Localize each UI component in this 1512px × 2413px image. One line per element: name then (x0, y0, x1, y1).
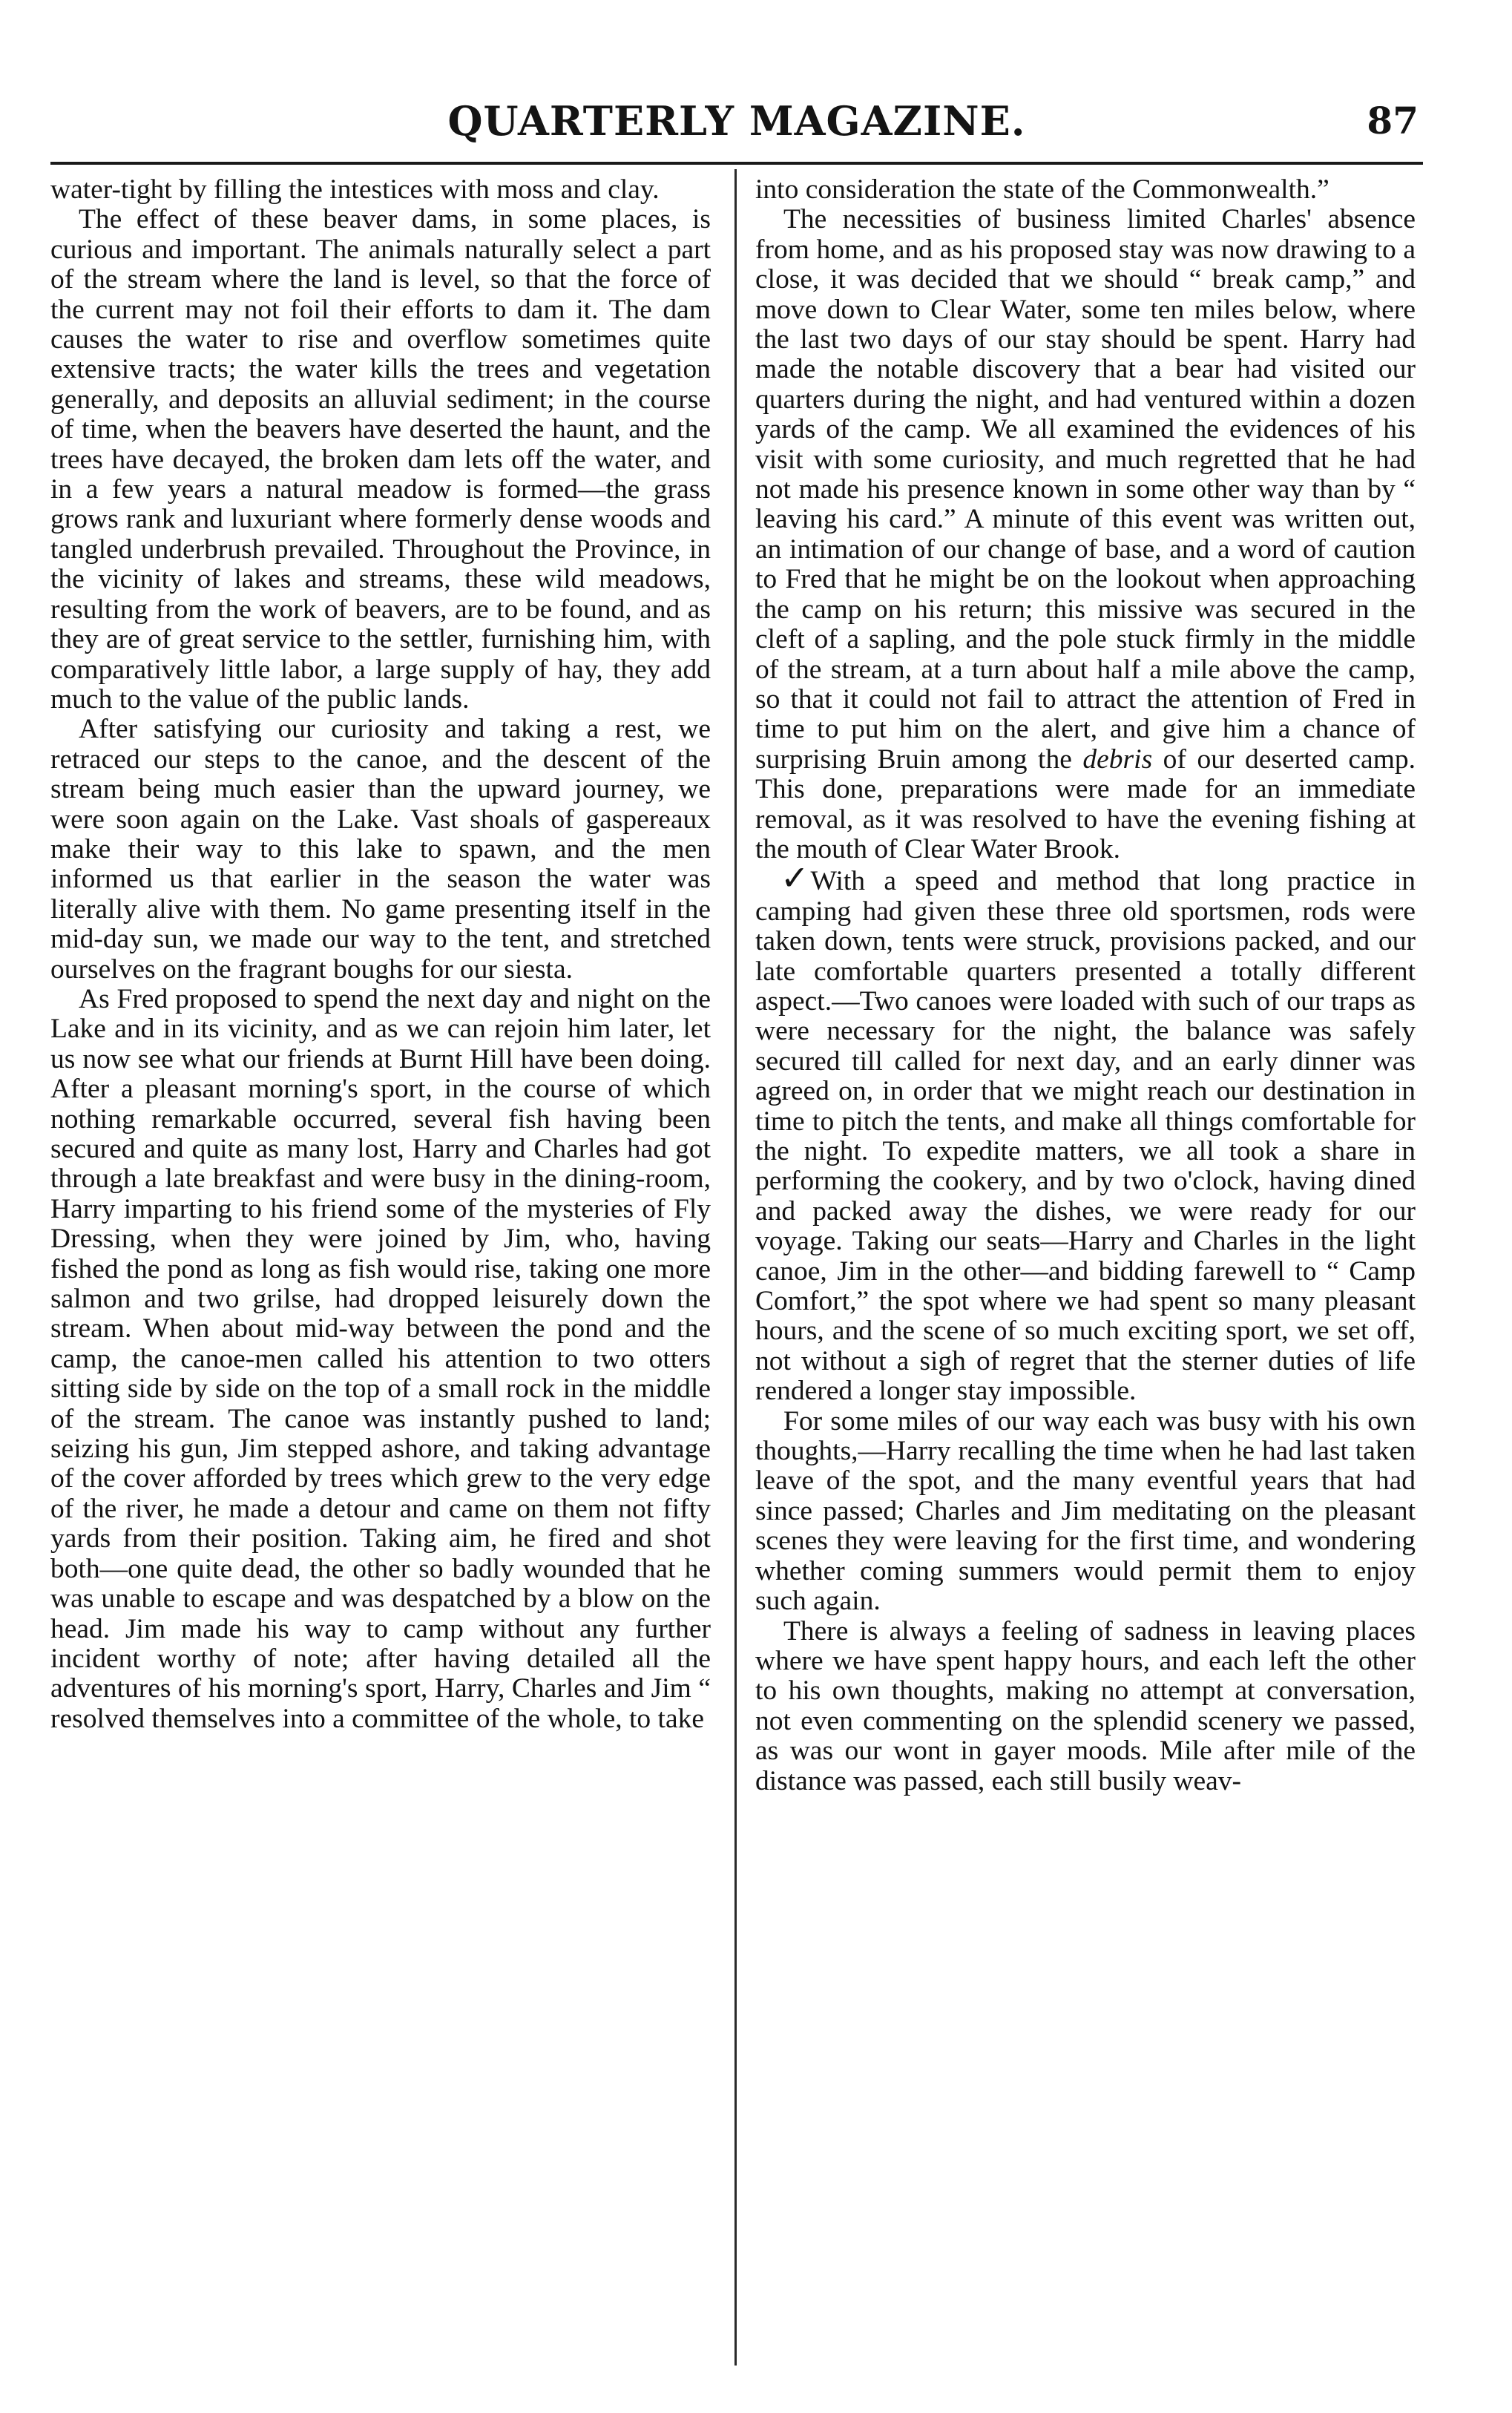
paragraph-text-after-italic: of our deserted camp. This done, preparations were made for an immediate removal, as it was resolved to have the evening fishing at the mouth of Clear Water Brook. (755, 743, 1416, 864)
magazine-page (50, 0, 1423, 2413)
paragraph-text: The necessities of business limited Charles' absence from home, and as his proposed stay was now drawing to a close, it was decided that we should “ break camp,” and move down to Clear Water, some ten miles below, where the last two days of our stay should be spent. Harry had made the notable discovery that a bear had visited our quarters during the night, and had ventured within a dozen yards of the camp. We all examined the evidences of his visit with some curiosity, and much regretted that he had not made his presence known in some other way than by “ leaving his card.” A minute of this event was written out, an intimation of our change of base, and a word of caution to Fred that he might be on the lookout when approaching the camp on his return; this missive was secured in the cleft of a sapling, and the pole stuck firmly in the middle of the stream, at a turn about half a mile above the camp, so that it could not fail to attract the attention of Fred in time to put him on the alert, and give him a chance of surprising Bruin among the (755, 204, 1416, 775)
header-rule (50, 162, 1423, 165)
paragraph-continued: water-tight by filling the intestices with moss and clay. (50, 174, 660, 205)
running-title: QUARTERLY MAGAZINE. (447, 97, 1026, 145)
left-column (50, 175, 711, 1734)
paragraph-with-italic (755, 205, 1416, 864)
column-divider (734, 169, 737, 2366)
page-number: 87 (1367, 99, 1419, 142)
paragraph: For some miles of our way each was busy with his own thoughts,—Harry recalling the time when he had last taken leave of the spot, and the many eventful years that had since passed; Charles and Jim meditating on the pleasant scenes they were leaving for the first time, and wondering whether coming summers would permit them to enjoy such again. (755, 1405, 1416, 1617)
paragraph: After satisfying our curiosity and taking a rest, we retraced our steps to the canoe, and the descent of the stream being much easier than the upward journey, we were soon again on the Lake. Vast shoals of gaspereaux make their way to this lake to spawn, and the men informed us that earlier in the season the water was literally alive with them. No game presenting itself in the mid-day sun, we made our way to the tent, and stretched ourselves on the fragrant boughs for our siesta. (50, 714, 711, 985)
paragraph-text: With a speed and method that long practice in camping had given these three old sportsmen, rods were taken down, tents were struck, provisions packed, and our late comfortable quarters presented a totally different aspect.—Two canoes were loaded with such of our traps as were necessary for the night, the balance was safely secured till called for next day, and an early dinner was agreed on, in order that we might reach our destination in time to pitch the tents, and make all things comfortable for the night. To expedite matters, we all took a share in performing the cookery, and by two o'clock, having dined and packed away the dishes, we were ready for our voyage. Taking our seats—Harry and Charles in the light canoe, Jim in the other—and bidding farewell to “ Camp Comfort,” the spot where we had spent so many pleasant hours, and the scene of so much exciting sport, we set off, not without a sigh of regret that the sterner duties of life rendered a longer stay impossible. (755, 866, 1416, 1407)
right-column (755, 175, 1416, 1796)
checkmark-icon: ✓ (780, 858, 809, 899)
paragraph-continued: into consideration the state of the Commonwealth.” (755, 174, 1329, 205)
paragraph: The effect of these beaver dams, in some places, is curious and important. The animals naturally select a part of the stream where the land is level, so that the force of the current may not foil their efforts to dam it. The dam causes the water to rise and overflow sometimes quite extensive tracts; the water kills the trees and vegetation generally, and deposits an alluvial sediment; in the course of time, when the beavers have deserted the haunt, and the trees have decayed, the broken dam lets off the water, and in a few years a natural meadow is formed—the grass grows rank and luxuriant where formerly dense woods and tangled underbrush prevailed. Throughout the Province, in the vicinity of lakes and streams, these wild meadows, resulting from the work of beavers, are to be found, and as they are of great service to the settler, furnishing him, with comparatively little labor, a large supply of hay, they add much to the value of the public lands. (50, 204, 711, 715)
paragraph: There is always a feeling of sadness in leaving places where we have spent happy hours, and each left the other to his own thoughts, making no attempt at conversation, not even commenting on the splendid scenery we passed, as was our wont in gayer moods. Mile after mile of the distance was passed, each still busily weav- (755, 1615, 1416, 1796)
italic-word: debris (1082, 743, 1153, 775)
paragraph: As Fred proposed to spend the next day and night on the Lake and in its vicinity, and as we can rejoin him later, let us now see what our friends at Burnt Hill have been doing. After a pleasant morning's sport, in the course of which nothing remarkable occurred, several fish having been secured and quite as many lost, Harry and Charles had got through a late breakfast and were busy in the dining-room, Harry imparting to his friend some of the mysteries of Fly Dressing, when they were joined by Jim, who, having fished the pond as long as fish would rise, taking one more salmon and two grilse, had dropped leisurely down the stream. When about mid-way between the pond and the camp, the canoe-men called his attention to two otters sitting side by side on the top of a small rock in the middle of the stream. The canoe was instantly pushed to land; seizing his gun, Jim stepped ashore, and taking advantage of the cover afforded by trees which grew to the very edge of the river, he made a detour and came on them not fifty yards from their position. Taking aim, he fired and shot both—one quite dead, the other so badly wounded that he was unable to escape and was despatched by a blow on the head. Jim made his way to camp without any further incident worthy of note; after having detailed all the adventures of his morning's sport, Harry, Charles and Jim “ resolved themselves into a committee of the whole, to take (50, 983, 711, 1734)
paragraph-marked (755, 858, 1416, 1407)
page-header (50, 95, 1423, 154)
